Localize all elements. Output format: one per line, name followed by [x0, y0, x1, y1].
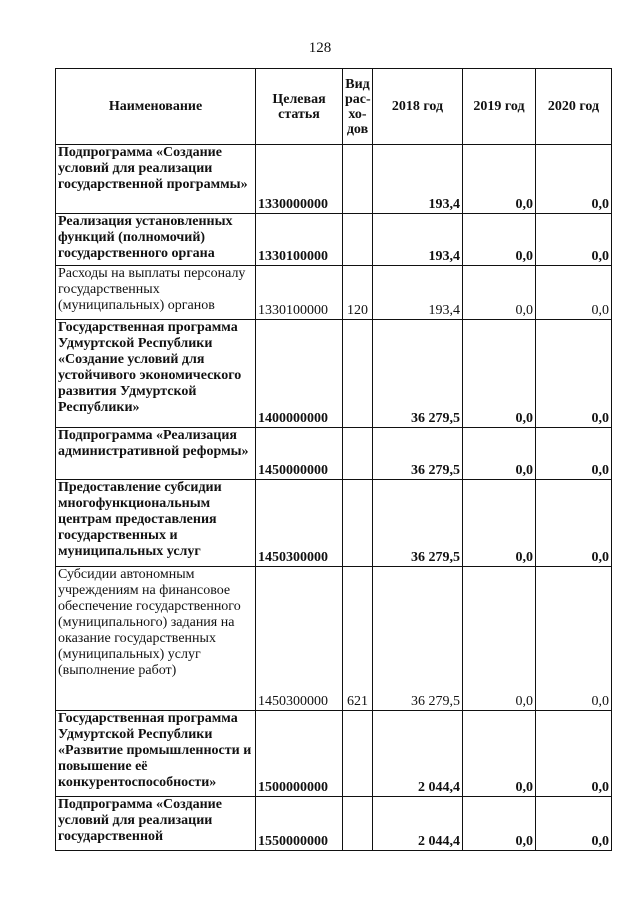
row-value-2020: 0,0 [536, 428, 612, 480]
budget-table [55, 68, 612, 851]
row-expense-kind [343, 480, 373, 567]
header-name: Наименование [56, 69, 256, 145]
row-target-code: 1450000000 [256, 428, 343, 480]
row-value-2020: 0,0 [536, 567, 612, 711]
row-name: Государственная программа Удмуртской Республики «Развитие промышленности и повышение её конкурентоспособности» [56, 711, 256, 797]
row-value-2019: 0,0 [463, 266, 536, 320]
header-2020: 2020 год [536, 69, 612, 145]
row-value-2018: 2 044,4 [373, 711, 463, 797]
row-expense-kind [343, 214, 373, 266]
table-row [56, 797, 612, 851]
header-kind: Вид рас-хо-дов [343, 69, 373, 145]
row-name: Реализация установленных функций (полномочий) государственного органа [56, 214, 256, 266]
row-target-code: 1400000000 [256, 320, 343, 428]
row-target-code: 1330100000 [256, 214, 343, 266]
row-target-code: 1330100000 [256, 266, 343, 320]
header-row [56, 69, 612, 145]
row-target-code: 1550000000 [256, 797, 343, 851]
row-expense-kind [343, 428, 373, 480]
table-row [56, 266, 612, 320]
row-value-2020: 0,0 [536, 711, 612, 797]
table-row [56, 480, 612, 567]
row-value-2018: 36 279,5 [373, 567, 463, 711]
row-value-2019: 0,0 [463, 567, 536, 711]
row-value-2020: 0,0 [536, 145, 612, 214]
row-value-2019: 0,0 [463, 320, 536, 428]
row-name: Расходы на выплаты персоналу государственных (муниципальных) органов [56, 266, 256, 320]
row-value-2019: 0,0 [463, 145, 536, 214]
row-value-2020: 0,0 [536, 214, 612, 266]
row-value-2019: 0,0 [463, 711, 536, 797]
row-name: Подпрограмма «Создание условий для реализации государственной [56, 797, 256, 851]
header-2019: 2019 год [463, 69, 536, 145]
row-target-code: 1500000000 [256, 711, 343, 797]
row-value-2018: 193,4 [373, 266, 463, 320]
row-name: Государственная программа Удмуртской Республики «Создание условий для устойчивого экономического развития Удмуртской Республики» [56, 320, 256, 428]
table-row [56, 320, 612, 428]
row-value-2018: 36 279,5 [373, 428, 463, 480]
table-row [56, 711, 612, 797]
table-row [56, 214, 612, 266]
row-value-2020: 0,0 [536, 480, 612, 567]
row-value-2018: 36 279,5 [373, 320, 463, 428]
row-target-code: 1450300000 [256, 567, 343, 711]
row-value-2020: 0,0 [536, 797, 612, 851]
row-name: Подпрограмма «Реализация административной реформы» [56, 428, 256, 480]
table-row [56, 428, 612, 480]
row-value-2019: 0,0 [463, 797, 536, 851]
row-value-2018: 2 044,4 [373, 797, 463, 851]
row-value-2019: 0,0 [463, 428, 536, 480]
page-number: 128 [308, 40, 332, 56]
row-target-code: 1450300000 [256, 480, 343, 567]
row-name: Предоставление субсидии многофункциональным центрам предоставления государственных и муниципальных услуг [56, 480, 256, 567]
row-value-2019: 0,0 [463, 480, 536, 567]
row-value-2018: 193,4 [373, 214, 463, 266]
row-expense-kind: 120 [343, 266, 373, 320]
row-expense-kind: 621 [343, 567, 373, 711]
row-expense-kind [343, 320, 373, 428]
row-expense-kind [343, 145, 373, 214]
row-value-2020: 0,0 [536, 320, 612, 428]
table-row [56, 567, 612, 711]
row-name: Субсидии автономным учреждениям на финансовое обеспечение государственного (муниципального) задания на оказание государственных (муниципальных) услуг (выполнение работ) [56, 567, 256, 711]
header-2018: 2018 год [373, 69, 463, 145]
row-expense-kind [343, 711, 373, 797]
header-target: Целевая статья [256, 69, 343, 145]
row-value-2019: 0,0 [463, 214, 536, 266]
row-target-code: 1330000000 [256, 145, 343, 214]
row-value-2018: 36 279,5 [373, 480, 463, 567]
row-expense-kind [343, 797, 373, 851]
row-name: Подпрограмма «Создание условий для реализации государственной программы» [56, 145, 256, 214]
table-row [56, 145, 612, 214]
row-value-2020: 0,0 [536, 266, 612, 320]
row-value-2018: 193,4 [373, 145, 463, 214]
